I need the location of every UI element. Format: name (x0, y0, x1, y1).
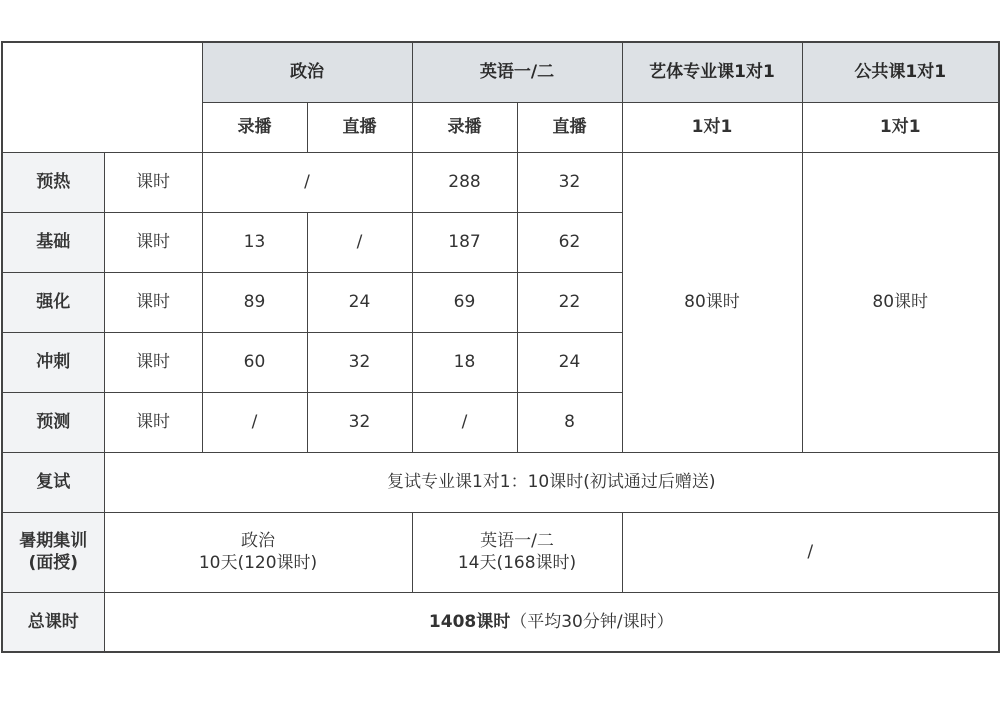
table-row (2, 152, 999, 212)
header-english: 英语一/二 (412, 42, 622, 102)
stage-label: 基础 (2, 212, 104, 272)
summer-stage-line1: 暑期集训 (19, 531, 88, 551)
summer-english-line1: 英语一/二 (480, 531, 554, 551)
english-live-cell: 24 (517, 332, 622, 392)
politics-recorded-cell: 89 (202, 272, 307, 332)
table-row-retest (2, 452, 999, 512)
english-recorded-cell: 18 (412, 332, 517, 392)
subheader-public-mode: 1对1 (802, 102, 999, 152)
summer-politics-cell (104, 512, 412, 592)
politics-live-cell: 32 (307, 392, 412, 452)
politics-cell: / (202, 152, 412, 212)
stage-label: 强化 (2, 272, 104, 332)
unit-label: 课时 (104, 212, 202, 272)
subheader-politics-live: 直播 (307, 102, 412, 152)
politics-recorded-cell: 13 (202, 212, 307, 272)
english-live-cell: 8 (517, 392, 622, 452)
corner-cell (2, 42, 202, 152)
english-recorded-cell: 288 (412, 152, 517, 212)
unit-label: 课时 (104, 272, 202, 332)
total-cell (104, 592, 999, 652)
total-hours-note: （平均30分钟/课时） (510, 611, 674, 632)
unit-label: 课时 (104, 332, 202, 392)
stage-label (2, 512, 104, 592)
unit-label: 课时 (104, 152, 202, 212)
politics-live-cell: 32 (307, 332, 412, 392)
header-public-one-on-one: 公共课1对1 (802, 42, 999, 102)
politics-live-cell: 24 (307, 272, 412, 332)
art-hours-cell: 80课时 (622, 152, 802, 452)
subheader-english-recorded: 录播 (412, 102, 517, 152)
stage-label: 预测 (2, 392, 104, 452)
english-live-cell: 32 (517, 152, 622, 212)
course-hours-table (1, 41, 1000, 653)
unit-label: 课时 (104, 392, 202, 452)
english-live-cell: 22 (517, 272, 622, 332)
politics-recorded-cell: 60 (202, 332, 307, 392)
english-live-cell: 62 (517, 212, 622, 272)
subheader-politics-recorded: 录播 (202, 102, 307, 152)
stage-label: 复试 (2, 452, 104, 512)
summer-stage-line2: (面授) (28, 553, 79, 573)
public-hours-cell: 80课时 (802, 152, 999, 452)
table-row-total (2, 592, 999, 652)
stage-label: 总课时 (2, 592, 104, 652)
subheader-english-live: 直播 (517, 102, 622, 152)
table-row-summer (2, 512, 999, 592)
total-hours-value: 1408课时 (428, 611, 511, 632)
stage-label: 预热 (2, 152, 104, 212)
english-recorded-cell: / (412, 392, 517, 452)
summer-english-line2: 14天(168课时) (457, 553, 577, 573)
summer-politics-line2: 10天(120课时) (198, 553, 318, 573)
politics-recorded-cell: / (202, 392, 307, 452)
summer-english-cell (412, 512, 622, 592)
english-recorded-cell: 187 (412, 212, 517, 272)
header-politics: 政治 (202, 42, 412, 102)
subheader-art-mode: 1对1 (622, 102, 802, 152)
politics-live-cell: / (307, 212, 412, 272)
summer-politics-line1: 政治 (241, 531, 275, 551)
retest-description: 复试专业课1对1：10课时(初试通过后赠送) (104, 452, 999, 512)
stage-label: 冲刺 (2, 332, 104, 392)
summer-other-cell: / (622, 512, 999, 592)
header-art-one-on-one: 艺体专业课1对1 (622, 42, 802, 102)
english-recorded-cell: 69 (412, 272, 517, 332)
